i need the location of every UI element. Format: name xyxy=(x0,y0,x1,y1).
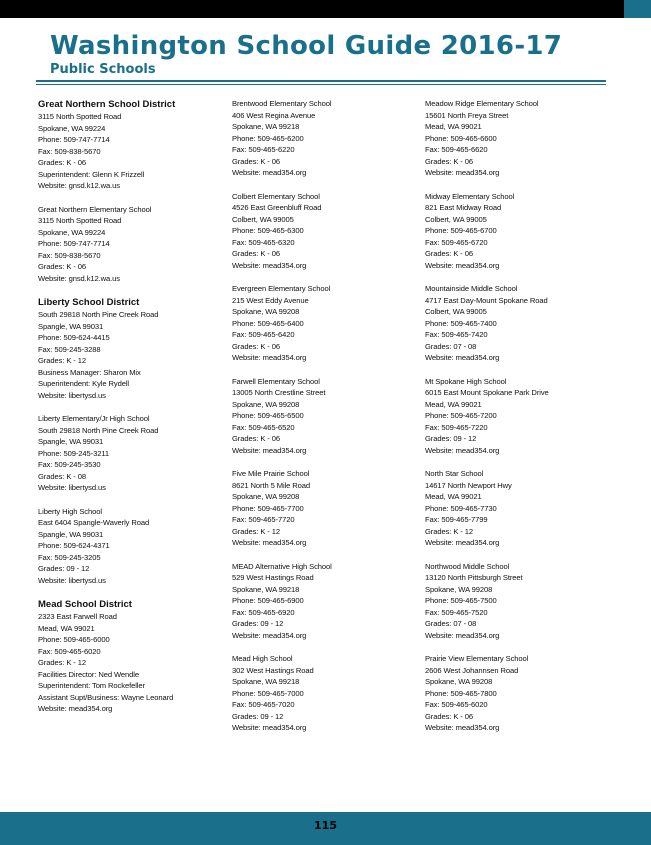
school-entry xyxy=(38,204,223,285)
entry-line: Grades: 09 - 12 xyxy=(38,564,90,573)
entry-line: Phone: 509-465-7700 xyxy=(232,503,304,513)
entry-line: Grades: 09 - 12 xyxy=(232,711,284,721)
school-entry xyxy=(232,283,417,364)
entry-line: Fax: 509-838-5670 xyxy=(38,146,101,156)
entry-line: Spokane, WA 99218 xyxy=(232,677,300,686)
entry-line: Website: mead354.org xyxy=(232,260,307,270)
entry-line: Phone: 509-465-7800 xyxy=(425,688,497,698)
entry-line: Facilities Director: Ned Wendle xyxy=(38,669,139,679)
entry-line: Website: mead354.org xyxy=(425,538,500,547)
column-2 xyxy=(232,98,417,746)
entry-line: Fax: 509-465-7020 xyxy=(232,700,295,709)
school-name: North Star School xyxy=(425,469,484,478)
entry-line: Fax: 509-838-5670 xyxy=(38,250,101,260)
entry-line: Phone: 509-465-6300 xyxy=(232,226,304,235)
entry-line: Spokane, WA 99208 xyxy=(232,399,300,409)
entry-line: Website: mead354.org xyxy=(232,723,307,732)
school-entry xyxy=(232,98,417,179)
school-name: Mt Spokane High School xyxy=(425,376,507,386)
page-header xyxy=(50,30,610,78)
entry-line: Spokane, WA 99224 xyxy=(38,123,106,133)
school-entry xyxy=(38,413,223,494)
entry-line: Phone: 509-465-6600 xyxy=(425,133,497,143)
entry-line: Grades: K - 12 xyxy=(425,526,473,536)
school-name: Mead High School xyxy=(232,654,293,663)
entry-line: Fax: 509-465-6220 xyxy=(232,145,295,154)
entry-line: Grades: K - 06 xyxy=(425,711,473,721)
entry-line: Phone: 509-465-7200 xyxy=(425,411,497,420)
page-title: Washington School Guide 2016-17 xyxy=(50,31,563,61)
entry-line: Phone: 509-624-4371 xyxy=(38,541,110,550)
entry-line: Mead, WA 99021 xyxy=(425,122,482,131)
entry-line: Mead, WA 99021 xyxy=(425,492,482,501)
entry-line: Website: mead354.org xyxy=(425,445,500,455)
entry-line: Grades: K - 06 xyxy=(425,249,473,258)
entry-line: 3115 North Spotted Road xyxy=(38,216,122,225)
entry-line: Fax: 509-465-7520 xyxy=(425,607,488,617)
school-name: Five Mile Prairie School xyxy=(232,469,310,478)
entry-line: Grades: K - 06 xyxy=(38,158,86,167)
entry-line: Website: mead354.org xyxy=(425,260,500,270)
school-entry xyxy=(425,653,610,734)
entry-line: 215 West Eddy Avenue xyxy=(232,295,309,305)
school-name: Evergreen Elementary School xyxy=(232,284,331,293)
entry-line: Grades: K - 12 xyxy=(38,658,86,667)
entry-line: Fax: 509-465-7220 xyxy=(425,422,488,432)
entry-line: 4717 East Day-Mount Spokane Road xyxy=(425,295,548,305)
entry-line: Grades: 07 - 08 xyxy=(425,341,477,351)
school-name: Brentwood Elementary School xyxy=(232,99,332,108)
district-title: Liberty School District xyxy=(38,297,140,308)
school-entry xyxy=(425,98,610,179)
entry-line: Grades: 09 - 12 xyxy=(425,434,477,443)
school-name: Meadow Ridge Elementary School xyxy=(425,99,539,108)
entry-line: Phone: 509-747-7714 xyxy=(38,239,110,248)
district-title: Great Northern School District xyxy=(38,99,176,110)
entry-line: Assistant Supt/Business: Wayne Leonard xyxy=(38,692,174,702)
entry-line: Phone: 509-465-7730 xyxy=(425,503,497,513)
entry-line: Fax: 509-465-6020 xyxy=(425,700,488,709)
entry-line: Grades: K - 06 xyxy=(38,262,86,271)
entry-line: Grades: K - 06 xyxy=(232,434,280,443)
entry-line: Website: mead354.org xyxy=(232,538,307,547)
entry-line: Website: libertysd.us xyxy=(38,483,106,492)
entry-line: Spangle, WA 99031 xyxy=(38,529,104,539)
entry-line: Website: mead354.org xyxy=(38,704,113,713)
school-entry xyxy=(425,561,610,642)
entry-line: Fax: 509-465-6420 xyxy=(232,330,295,339)
school-entry xyxy=(232,376,417,457)
entry-line: Fax: 509-465-6020 xyxy=(38,646,101,656)
entry-line: Colbert, WA 99005 xyxy=(425,307,487,316)
school-entry xyxy=(425,191,610,272)
column-3 xyxy=(425,98,610,746)
school-name: Liberty Elementary/Jr High School xyxy=(38,414,150,423)
header-rule-thick xyxy=(36,80,606,82)
entry-line: 13005 North Crestline Street xyxy=(232,388,326,397)
entry-line: 406 West Regina Avenue xyxy=(232,110,316,120)
entry-line: 8621 North 5 Mile Road xyxy=(232,480,311,490)
entry-line: Website: mead354.org xyxy=(232,630,307,640)
entry-line: Business Manager: Sharon Mix xyxy=(38,367,141,377)
entry-line: 15601 North Freya Street xyxy=(425,110,509,120)
entry-line: Grades: K - 06 xyxy=(232,341,280,351)
district-entry xyxy=(38,598,223,715)
top-corner-tab xyxy=(624,0,651,18)
entry-line: Website: mead354.org xyxy=(232,168,307,177)
entry-line: Grades: K - 12 xyxy=(38,356,86,365)
entry-line: Spokane, WA 99218 xyxy=(232,584,300,594)
entry-line: Spangle, WA 99031 xyxy=(38,321,104,331)
entry-line: Phone: 509-465-6500 xyxy=(232,411,304,420)
district-entry xyxy=(38,98,223,192)
entry-line: Grades: K - 06 xyxy=(232,156,280,166)
entry-line: Website: gnsd.k12.wa.us xyxy=(38,273,120,283)
district-title: Mead School District xyxy=(38,599,132,610)
entry-line: Website: mead354.org xyxy=(425,353,500,362)
district-entry xyxy=(38,296,223,401)
entry-line: Fax: 509-465-6720 xyxy=(425,237,488,247)
entry-line: Superintendent: Tom Rockefeller xyxy=(38,681,145,690)
entry-line: Superintendent: Glenn K Frizzell xyxy=(38,169,145,179)
entry-line: Superintendent: Kyle Rydell xyxy=(38,379,130,388)
entry-line: Fax: 509-465-6320 xyxy=(232,237,295,247)
entry-line: Website: gnsd.k12.wa.us xyxy=(38,181,120,190)
entry-line: South 29818 North Pine Creek Road xyxy=(38,310,159,319)
entry-line: Fax: 509-465-7799 xyxy=(425,515,488,524)
entry-line: Fax: 509-465-7720 xyxy=(232,515,295,524)
entry-line: 302 West Hastings Road xyxy=(232,665,314,675)
school-entry xyxy=(232,561,417,642)
entry-line: 529 West Hastings Road xyxy=(232,573,314,582)
entry-line: Website: libertysd.us xyxy=(38,575,106,585)
entry-line: Fax: 509-245-3205 xyxy=(38,552,101,562)
entry-line: 14617 North Newport Hwy xyxy=(425,480,512,490)
entry-line: 2323 East Farwell Road xyxy=(38,612,117,621)
school-entry xyxy=(38,506,223,587)
school-name: Colbert Elementary School xyxy=(232,191,320,201)
entry-line: Fax: 509-465-6520 xyxy=(232,422,295,432)
school-entry xyxy=(232,191,417,272)
school-entry xyxy=(425,376,610,457)
entry-line: Mead, WA 99021 xyxy=(425,399,482,409)
school-entry xyxy=(232,653,417,734)
entry-line: Phone: 509-465-6400 xyxy=(232,318,304,328)
entry-line: Website: mead354.org xyxy=(232,445,307,455)
entry-line: Grades: K - 08 xyxy=(38,471,86,481)
entry-line: Phone: 509-245-3211 xyxy=(38,448,110,458)
page-subtitle: Public Schools xyxy=(50,62,156,77)
entry-line: 6015 East Mount Spokane Park Drive xyxy=(425,388,549,397)
entry-line: Website: mead354.org xyxy=(425,723,500,732)
entry-line: Fax: 509-465-6920 xyxy=(232,607,295,617)
school-entry xyxy=(425,468,610,549)
entry-line: Colbert, WA 99005 xyxy=(425,214,487,224)
school-name: Farwell Elementary School xyxy=(232,376,320,386)
school-name: Great Northern Elementary School xyxy=(38,204,152,214)
school-name: Northwood Middle School xyxy=(425,561,510,571)
entry-line: Fax: 509-465-7420 xyxy=(425,330,488,339)
entry-line: Spokane, WA 99208 xyxy=(232,492,300,501)
school-name: Prairie View Elementary School xyxy=(425,654,529,663)
entry-line: Phone: 509-465-6700 xyxy=(425,226,497,235)
entry-line: Spangle, WA 99031 xyxy=(38,437,104,446)
entry-line: Phone: 509-465-6900 xyxy=(232,596,304,605)
entry-line: Fax: 509-245-3530 xyxy=(38,460,101,469)
entry-line: Grades: K - 12 xyxy=(232,526,280,536)
entry-line: 821 East Midway Road xyxy=(425,203,502,212)
entry-line: Spokane, WA 99218 xyxy=(232,122,300,131)
entry-line: Mead, WA 99021 xyxy=(38,623,95,633)
entry-line: Spokane, WA 99208 xyxy=(425,584,493,594)
school-name: Midway Elementary School xyxy=(425,191,515,201)
entry-line: Website: mead354.org xyxy=(425,168,500,177)
entry-line: Grades: 09 - 12 xyxy=(232,619,284,628)
school-entry xyxy=(232,468,417,549)
entry-line: South 29818 North Pine Creek Road xyxy=(38,425,159,435)
school-name: Liberty High School xyxy=(38,506,102,516)
entry-line: 2606 West Johannsen Road xyxy=(425,665,519,675)
entry-line: Phone: 509-465-7000 xyxy=(232,688,304,698)
school-entry xyxy=(425,283,610,364)
entry-line: East 6404 Spangle-Waverly Road xyxy=(38,518,150,527)
entry-line: 13120 North Pittsburgh Street xyxy=(425,573,523,582)
header-rule-thin xyxy=(36,84,606,85)
entry-line: Website: mead354.org xyxy=(232,353,307,362)
entry-line: Website: mead354.org xyxy=(425,630,500,640)
column-1 xyxy=(38,98,223,727)
entry-line: Spokane, WA 99208 xyxy=(425,677,493,686)
entry-line: Website: libertysd.us xyxy=(38,390,106,400)
entry-line: 3115 North Spotted Road xyxy=(38,112,122,121)
entry-line: Grades: 07 - 08 xyxy=(425,619,477,628)
school-name: Mountainside Middle School xyxy=(425,284,518,293)
entry-line: Spokane, WA 99208 xyxy=(232,307,300,316)
entry-line: Fax: 509-465-6620 xyxy=(425,145,488,154)
entry-line: Phone: 509-624-4415 xyxy=(38,333,110,342)
entry-line: Fax: 509-245-3288 xyxy=(38,344,101,354)
entry-line: Phone: 509-747-7714 xyxy=(38,135,110,144)
entry-line: Phone: 509-465-7400 xyxy=(425,318,497,328)
school-name: MEAD Alternative High School xyxy=(232,561,332,571)
entry-line: Phone: 509-465-7500 xyxy=(425,596,497,605)
entry-line: Colbert, WA 99005 xyxy=(232,214,294,224)
entry-line: Grades: K - 06 xyxy=(232,249,280,258)
entry-line: Grades: K - 06 xyxy=(425,156,473,166)
top-bar xyxy=(0,0,651,18)
entry-line: Phone: 509-465-6000 xyxy=(38,635,110,644)
entry-line: 4526 East Greenbluff Road xyxy=(232,203,322,212)
entry-line: Spokane, WA 99224 xyxy=(38,227,106,237)
entry-line: Phone: 509-465-6200 xyxy=(232,133,304,143)
page-number: 115 xyxy=(314,819,337,832)
